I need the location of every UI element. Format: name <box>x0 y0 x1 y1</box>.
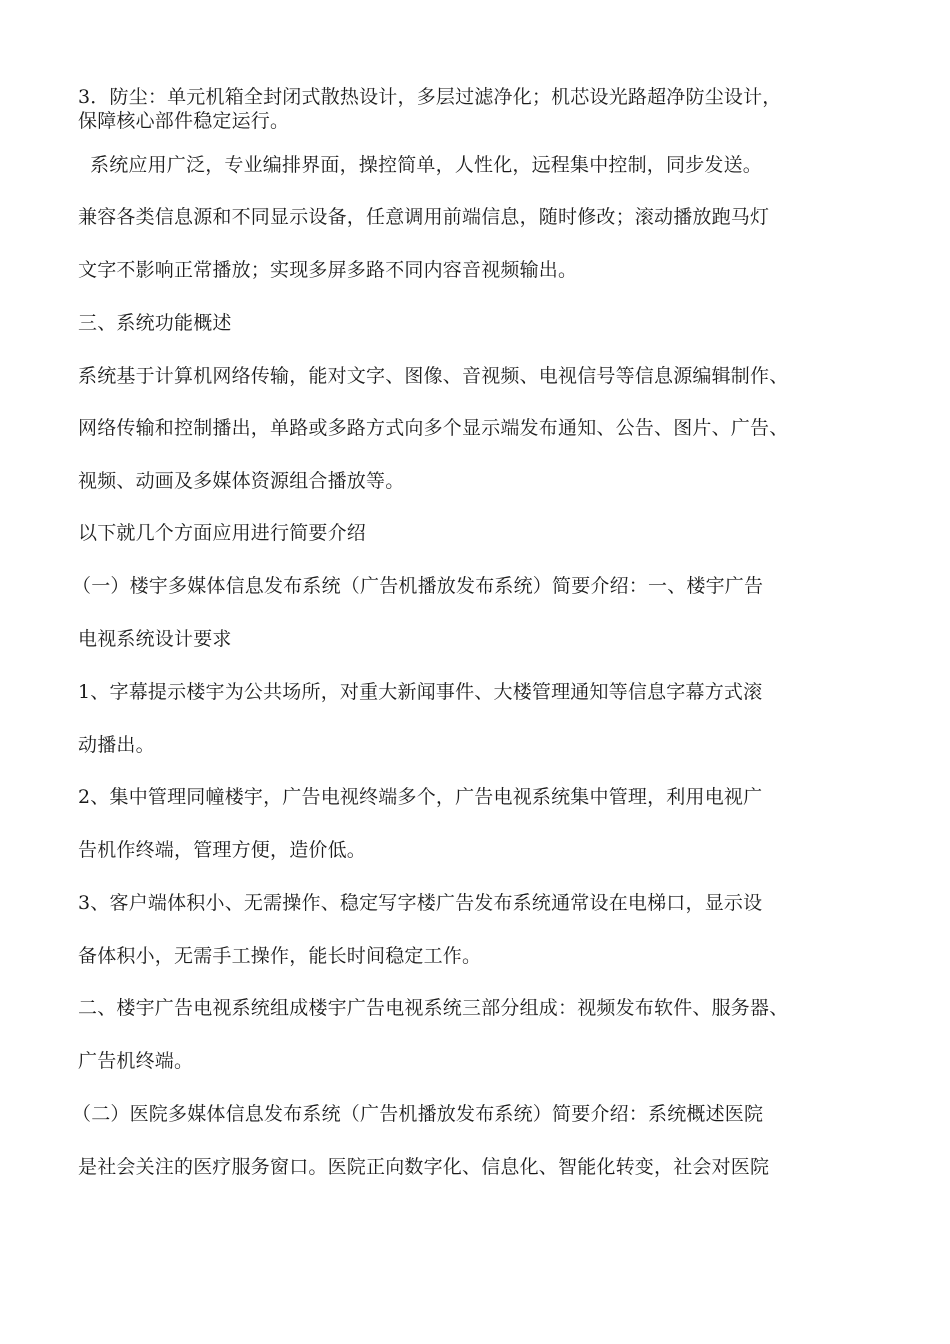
text-line: 系统应用广泛，专业编排界面，操控简单，人性化，远程集中控制，同步发送。 <box>90 154 763 176</box>
text-line: 电视系统设计要求 <box>78 628 232 650</box>
text-line: 兼容各类信息源和不同显示设备，任意调用前端信息，随时修改；滚动播放跑马灯 <box>78 206 770 228</box>
list-item: 2、集中管理同幢楼宇，广告电视终端多个，广告电视系统集中管理，利用电视广 <box>78 786 763 808</box>
section-heading: 三、系统功能概述 <box>78 312 232 334</box>
list-item: 3、客户端体积小、无需操作、稳定写字楼广告发布系统通常设在电梯口，显示设 <box>78 892 763 914</box>
text-line: 保障核心部件稳定运行。 <box>78 110 290 132</box>
section-heading: 二、楼宇广告电视系统组成楼宇广告电视系统三部分组成：视频发布软件、服务器、 <box>78 997 789 1019</box>
text-line: 视频、动画及多媒体资源组合播放等。 <box>78 470 405 492</box>
text-line: 以下就几个方面应用进行简要介绍 <box>78 522 367 544</box>
subsection-heading: （二）医院多媒体信息发布系统（广告机播放发布系统）简要介绍：系统概述医院 <box>72 1103 764 1125</box>
text-line: 广告机终端。 <box>78 1050 194 1072</box>
subsection-heading: （一）楼宇多媒体信息发布系统（广告机播放发布系统）简要介绍：一、楼宇广告 <box>72 575 764 597</box>
list-item: 1、字幕提示楼宇为公共场所，对重大新闻事件、大楼管理通知等信息字幕方式滚 <box>78 681 763 703</box>
text-line: 3．防尘：单元机箱全封闭式散热设计，多层过滤净化；机芯设光路超净防尘设计， <box>78 86 782 108</box>
text-line: 动播出。 <box>78 734 155 756</box>
text-line: 备体积小，无需手工操作，能长时间稳定工作。 <box>78 945 482 967</box>
text-line: 告机作终端，管理方便，造价低。 <box>78 839 367 861</box>
text-line: 是社会关注的医疗服务窗口。医院正向数字化、信息化、智能化转变，社会对医院 <box>78 1156 770 1178</box>
text-line: 系统基于计算机网络传输，能对文字、图像、音视频、电视信号等信息源编辑制作、 <box>78 365 789 387</box>
text-line: 文字不影响正常播放；实现多屏多路不同内容音视频输出。 <box>78 259 578 281</box>
text-line: 网络传输和控制播出，单路或多路方式向多个显示端发布通知、公告、图片、广告、 <box>78 417 789 439</box>
